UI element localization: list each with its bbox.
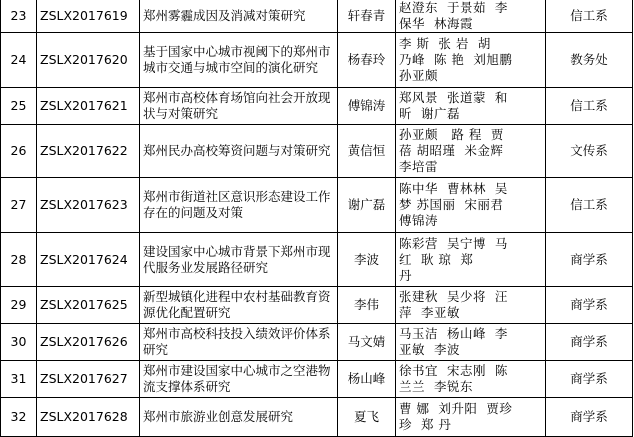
department: 商学系 [546,398,633,437]
project-code: ZSLX2017624 [37,233,140,287]
project-members: 陈彩营 吴宁博 马 红 耿 琼 郑 丹 [396,233,546,287]
department: 商学系 [546,233,633,287]
project-title: 郑州市街道社区意识形态建设工作存在的问题及对策 [140,178,338,233]
table-row [1,398,633,437]
table-row [1,178,633,233]
row-number: 24 [1,33,37,88]
project-leader: 黄信恒 [338,125,396,178]
project-members: 曹 娜 刘升阳 贾珍 珍 郑 丹 [396,398,546,437]
table-body [1,0,633,437]
project-title: 郑州市旅游业创意发展研究 [140,398,338,437]
project-code: ZSLX2017620 [37,33,140,88]
project-code: ZSLX2017625 [37,287,140,324]
project-title: 建设国家中心城市背景下郑州市现代服务业发展路径研究 [140,233,338,287]
project-title: 郑州市高校科技投入绩效评价体系研究 [140,324,338,361]
project-leader: 傅锦涛 [338,88,396,125]
project-members: 孙亚颇 路 程 贾 蓓 胡昭瑾 米金辉 李培雷 [396,125,546,178]
project-title: 郑州市高校体育场馆向社会开放现状与对策研究 [140,88,338,125]
table-row [1,33,633,88]
project-leader: 谢广磊 [338,178,396,233]
row-number: 29 [1,287,37,324]
department: 文传系 [546,125,633,178]
project-members: 赵澄东 于景茹 李 保华 林海霞 [396,0,546,33]
table-row [1,287,633,324]
project-code: ZSLX2017627 [37,361,140,398]
row-number: 26 [1,125,37,178]
row-number: 25 [1,88,37,125]
project-leader: 李伟 [338,287,396,324]
department: 商学系 [546,361,633,398]
project-code: ZSLX2017619 [37,0,140,33]
row-number: 31 [1,361,37,398]
table-row [1,233,633,287]
project-leader: 轩春青 [338,0,396,33]
row-number: 32 [1,398,37,437]
table-row [1,361,633,398]
project-members: 李 斯 张 岩 胡 乃峰 陈 艳 刘旭鹏 孙亚颇 [396,33,546,88]
row-number: 28 [1,233,37,287]
project-leader: 杨春玲 [338,33,396,88]
department: 信工系 [546,178,633,233]
project-code: ZSLX2017622 [37,125,140,178]
project-code: ZSLX2017626 [37,324,140,361]
project-members: 张建秋 吴少将 汪 萍 李亚敏 [396,287,546,324]
department: 教务处 [546,33,633,88]
project-title: 郑州市建设国家中心城市之空港物流支撑体系研究 [140,361,338,398]
project-title: 郑州雾霾成因及消减对策研究 [140,0,338,33]
row-number: 30 [1,324,37,361]
department: 信工系 [546,88,633,125]
table-row [1,88,633,125]
project-members: 徐书宜 宋志刚 陈 兰兰 李锐东 [396,361,546,398]
project-code: ZSLX2017628 [37,398,140,437]
project-leader: 马文婧 [338,324,396,361]
project-members: 陈中华 曹林林 吴 梦 苏国丽 宋丽君 傅锦涛 [396,178,546,233]
project-members: 马玉洁 杨山峰 李 亚敏 李波 [396,324,546,361]
project-title: 基于国家中心城市视阈下的郑州市城市交通与城市空间的演化研究 [140,33,338,88]
table-row [1,0,633,33]
table-row [1,324,633,361]
table-row [1,125,633,178]
project-leader: 夏飞 [338,398,396,437]
row-number: 23 [1,0,37,33]
department: 商学系 [546,324,633,361]
project-leader: 李波 [338,233,396,287]
row-number: 27 [1,178,37,233]
project-title: 郑州民办高校筹资问题与对策研究 [140,125,338,178]
project-leader: 杨山峰 [338,361,396,398]
department: 信工系 [546,0,633,33]
department: 商学系 [546,287,633,324]
project-members: 郑风景 张道蒙 和 昕 谢广磊 [396,88,546,125]
project-code: ZSLX2017621 [37,88,140,125]
project-title: 新型城镇化进程中农村基础教育资源优化配置研究 [140,287,338,324]
project-code: ZSLX2017623 [37,178,140,233]
